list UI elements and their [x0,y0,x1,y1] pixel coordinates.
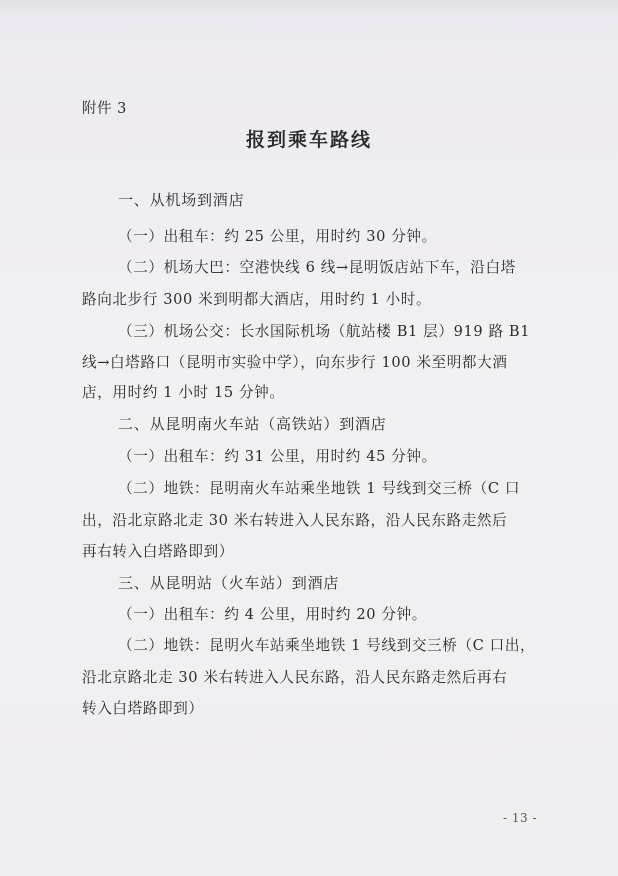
scan-edge [0,0,618,18]
paragraph-line: 沿北京路北走 30 米右转进入人民东路，沿人民东路走然后再右 [82,669,508,686]
section-heading-kunming-station: 三、从昆明站（火车站）到酒店 [118,574,340,592]
paragraph-line: （二）地铁：昆明南火车站乘坐地铁 1 号线到交三桥（C 口 [118,480,521,497]
page-number: - 13 - [503,811,538,825]
paragraph-line: （二）地铁：昆明火车站乘坐地铁 1 号线到交三桥（C 口出， [118,637,536,654]
paragraph-line: （一）出租车：约 25 公里，用时约 30 分钟。 [118,228,437,245]
section-heading-airport: 一、从机场到酒店 [118,191,245,209]
paragraph-line: （二）机场大巴：空港快线 6 线→昆明饭店站下车，沿白塔 [118,259,516,276]
page-title: 报到乘车路线 [245,129,372,151]
paragraph-line: 线→白塔路口（昆明市实验中学），向东步行 100 米至明都大酒 [82,354,508,371]
paragraph-line: 转入白塔路即到） [82,700,204,717]
paragraph-line: （一）出租车：约 31 公里，用时约 45 分钟。 [118,448,437,465]
attachment-label: 附件 3 [82,101,127,117]
paragraph-line: 路向北步行 300 米到明都大酒店，用时约 1 小时。 [82,291,432,308]
paragraph-line: 店，用时约 1 小时 15 分钟。 [82,384,285,401]
paragraph-line: 再右转入白塔路即到） [82,543,234,560]
paragraph-line: （三）机场公交：长水国际机场（航站楼 B1 层）919 路 B1 [118,323,531,340]
paragraph-line: 出，沿北京路北走 30 米右转进入人民东路，沿人民东路走然后 [82,512,508,529]
section-heading-south-station: 二、从昆明南火车站（高铁站）到酒店 [118,415,387,433]
paragraph-line: （一）出租车：约 4 公里，用时约 20 分钟。 [118,606,427,623]
